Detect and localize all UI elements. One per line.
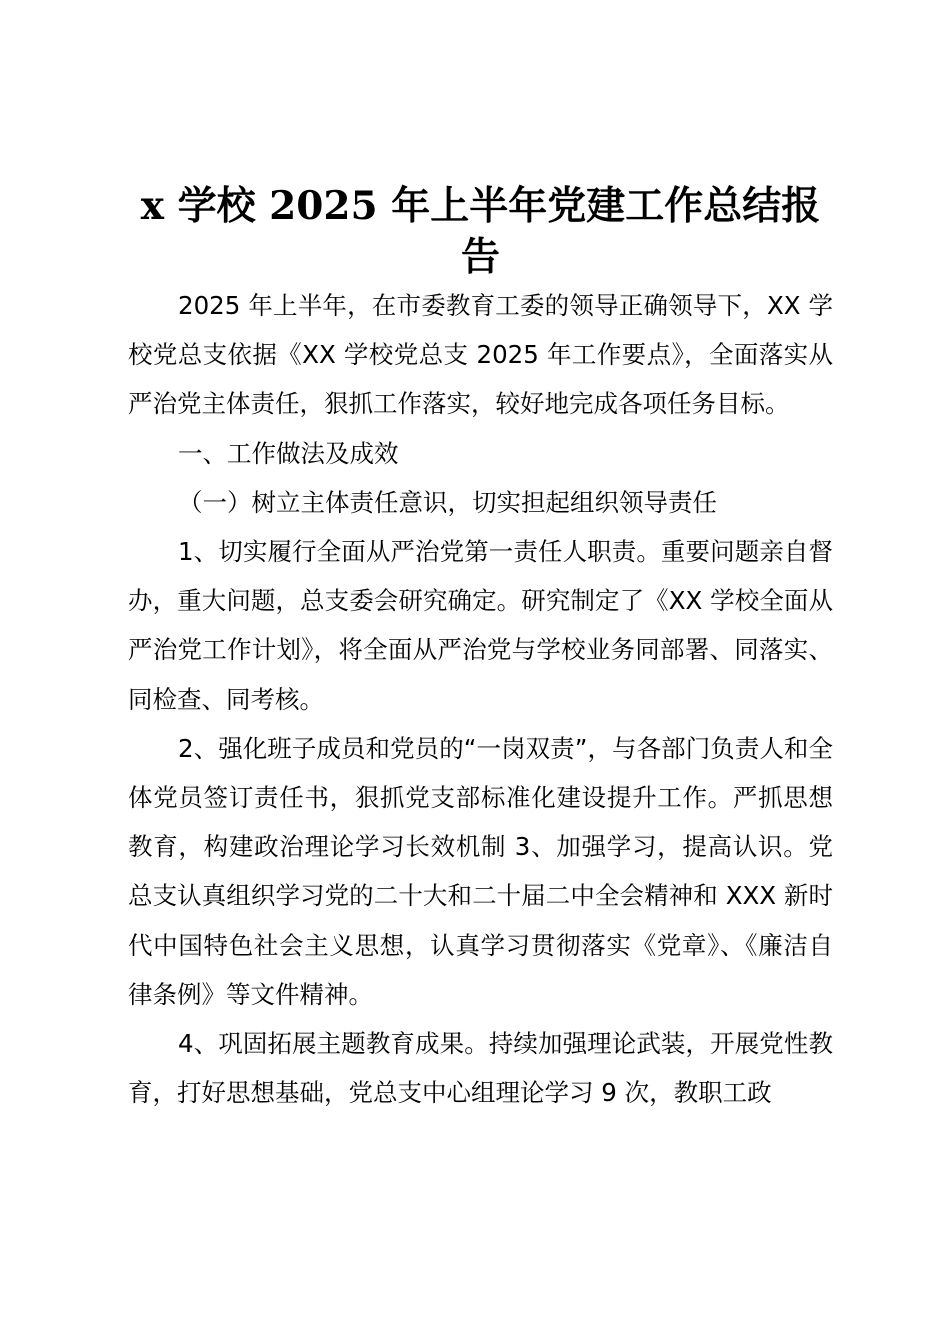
subsection-heading-1: （一）树立主体责任意识，切实担起组织领导责任 xyxy=(178,487,717,517)
body-paragraph-1: 1、切实履行全面从严治党第一责任人职责。重要问题亲自督办，重大问题，总支委会研究确定。研究制定了《XX 学校全面从严治党工作计划》，将全面从严治党与学校业务同部署、同落实、同检查、同考核。 xyxy=(128,537,833,714)
document-body xyxy=(128,281,833,1117)
section-heading-1: 一、工作做法及成效 xyxy=(178,438,399,468)
document-title: x 学校 2025 年上半年党建工作总结报告 xyxy=(140,183,821,280)
body-paragraph-4: 4、巩固拓展主题教育成果。持续加强理论武装，开展党性教育，打好思想基础，党总支中心组理论学习 9 次，教职工政 xyxy=(128,1029,833,1108)
body-paragraph-2: 2、强化班子成员和党员的“一岗双责”，与各部门负责人和全体党员签订责任书，狠抓党支部标准化建设提升工作。严抓思想教育，构建政治理论学习长效机制 3、加强学习，提高认识。党总支认真组织学习党的二十大和二十届二中全会精神和 XXX 新时代中国特色社会主义思想，认真学习贯彻落实《党章》、《廉洁自律条例》等文件精神。 xyxy=(128,733,833,1009)
intro-paragraph: 2025 年上半年，在市委教育工委的领导正确领导下，XX 学校党总支依据《XX 学校党总支 2025 年工作要点》，全面落实从严治党主体责任，狠抓工作落实，较好地完成各项任务目标。 xyxy=(128,291,833,419)
